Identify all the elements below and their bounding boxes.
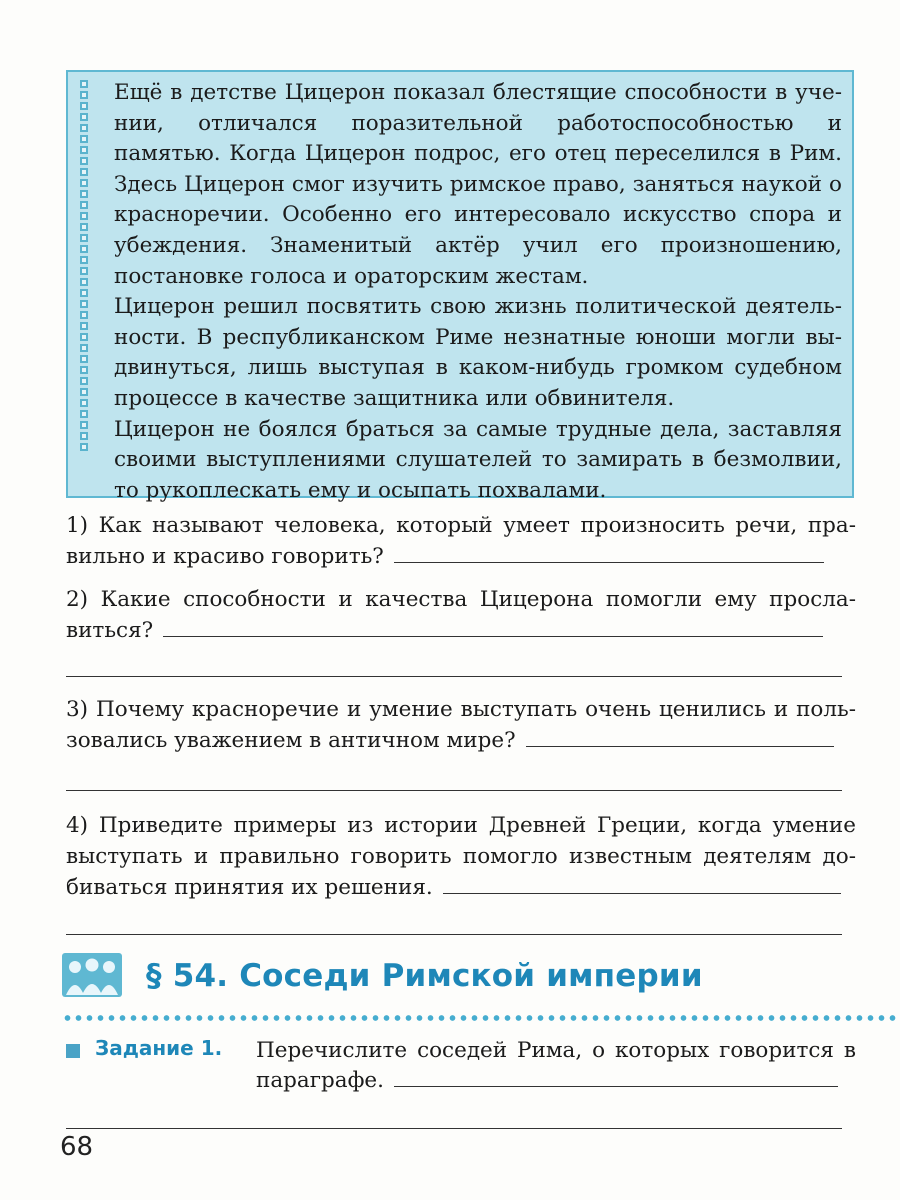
reading-paragraph: Цицерон не боялся браться за самые трудные дела, заставляя своими выступлениями слушателей то замирать в безмолвии, то рукоплескать ему и осыпать похвалами. — [114, 416, 842, 503]
answer-line[interactable] — [443, 892, 841, 894]
question-1 — [66, 510, 856, 572]
task-text — [256, 1036, 856, 1096]
section-title: § 54. Соседи Римской империи — [146, 958, 703, 994]
task-text-content: Перечислите соседей Рима, о которых говорится в параграфе. — [256, 1038, 856, 1093]
answer-line[interactable] — [66, 790, 842, 791]
answer-line[interactable] — [526, 745, 834, 747]
reading-paragraph: Ещё в детстве Цицерон показал блестящие способности в учении, отличался поразительной работоспособностью и памятью. Когда Цицерон подрос, его отец переселился в Рим. Здесь Цицерон смог изучить римское право, заняться наукой о красноречии. Особенно его интересовало искусство спора и убеждения. Знаменитый актёр учил его произношению, постановке голоса и ораторским жестам. — [114, 80, 842, 289]
question-3 — [66, 694, 856, 756]
question-text: 1) Как называют человека, который умеет произносить речи, правильно и красиво говорить? — [66, 513, 856, 569]
question-text: 2) Какие способности и качества Цицерона помогли ему прославиться? — [66, 587, 856, 643]
task-bullet-icon — [66, 1044, 80, 1058]
answer-line[interactable] — [66, 676, 842, 677]
question-text: 3) Почему красноречие и умение выступать очень ценились и пользовались уважением в античном мире? — [66, 697, 856, 753]
section-illustration-icon — [62, 953, 122, 997]
question-4 — [66, 810, 856, 903]
task-label: Задание 1. — [95, 1036, 223, 1060]
page-number: 68 — [60, 1132, 94, 1162]
question-2 — [66, 584, 856, 646]
decorative-square-border — [80, 80, 92, 490]
reading-passage-box — [66, 70, 854, 503]
question-text: 4) Приведите примеры из истории Древней Греции, когда умение выступать и правильно говорить помогло известным деятелям добиваться принятия их решения. — [66, 813, 856, 900]
dotted-divider — [62, 1014, 900, 1022]
answer-line[interactable] — [394, 561, 824, 563]
answer-line[interactable] — [394, 1085, 838, 1087]
reading-passage — [114, 78, 842, 506]
answer-line[interactable] — [66, 1128, 842, 1129]
answer-line[interactable] — [66, 934, 842, 935]
answer-line[interactable] — [163, 635, 823, 637]
reading-paragraph: Цицерон решил посвятить свою жизнь политической деятельности. В республиканском Риме незнатные юноши могли выдвинуться, лишь выступая в каком-нибудь громком судебном процессе в качестве защитника или обвинителя. — [114, 294, 842, 411]
